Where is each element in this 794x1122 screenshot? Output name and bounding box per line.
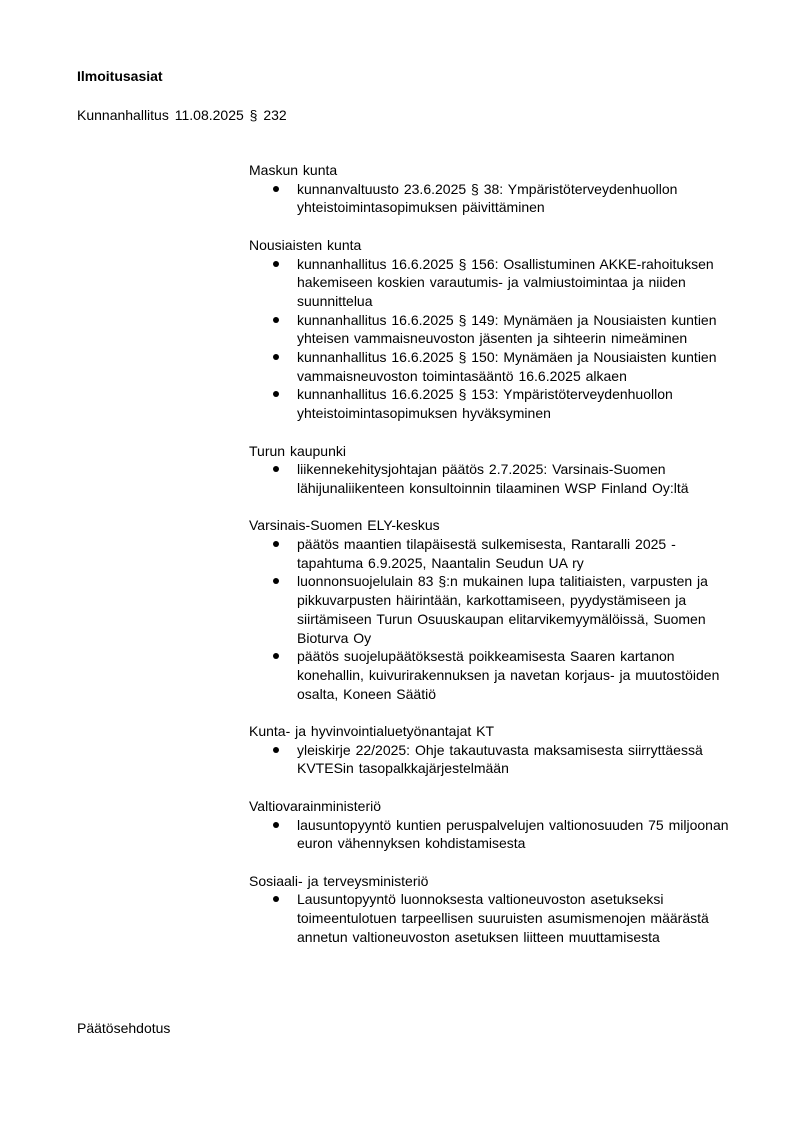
list-item xyxy=(249,647,739,703)
item-text: kunnanhallitus 16.6.2025 § 150: Mynämäen ja Nousiaisten kuntien vammaisneuvoston toimintasääntö 16.6.2025 alkaen xyxy=(297,349,717,384)
item-text: kunnanhallitus 16.6.2025 § 156: Osallistuminen AKKE-rahoituksen hakemiseen koskien varautumis- ja valmiustoimintaa ja niiden suunnittelua xyxy=(297,255,714,309)
bullet-icon xyxy=(273,578,279,584)
list-item xyxy=(249,385,739,422)
item-text: kunnanvaltuusto 23.6.2025 § 38: Ympäristöterveydenhuollon yhteistoimintasopimuksen päivittäminen xyxy=(297,180,678,216)
bullet-icon xyxy=(273,354,279,360)
notification-section xyxy=(249,516,739,703)
item-text: päätös suojelupäätöksestä poikkeamisesta Saaren kartanon konehallin, kuivurirakennuksen ja navetan korjaus- ja muutostöiden osalta, Koneen Säätiö xyxy=(297,648,720,702)
item-text: Lausuntopyyntö luonnoksesta valtioneuvoston asetukseksi toimeentulotuen tarpeellisen suuruisten asumismenojen määrästä annetun valtioneuvoston asetuksen liitteen muuttamisesta xyxy=(297,891,709,945)
item-list xyxy=(249,890,739,946)
decision-proposal-label: Päätösehdotus xyxy=(77,1020,171,1036)
notification-section xyxy=(249,872,739,947)
item-text: yleiskirje 22/2025: Ohje takautuvasta maksamisesta siirryttäessä KVTESin tasopalkkajärjestelmään xyxy=(297,741,703,777)
section-heading: Varsinais-Suomen ELY-keskus xyxy=(249,517,440,534)
section-heading: Sosiaali- ja terveysministeriö xyxy=(249,872,429,889)
bullet-icon xyxy=(273,466,279,472)
notification-section xyxy=(249,722,739,778)
list-item xyxy=(249,535,739,572)
notification-section xyxy=(249,161,739,217)
bullet-icon xyxy=(273,391,279,397)
notification-section xyxy=(249,442,739,498)
item-text: luonnonsuojelulain 83 §:n mukainen lupa talitiaisten, varpusten ja pikkuvarpusten häirintään, karkottamiseen, pyydystämiseen ja siirtämiseen Turun Osuuskaupan elitarvikemyymälöissä, Suomen Bioturva Oy xyxy=(297,573,708,646)
list-item xyxy=(249,890,739,946)
list-item xyxy=(249,180,739,217)
bullet-icon xyxy=(273,653,279,659)
item-list xyxy=(249,255,739,423)
section-heading: Maskun kunta xyxy=(249,162,338,178)
item-text: kunnanhallitus 16.6.2025 § 149: Mynämäen ja Nousiaisten kuntien yhteisen vammaisneuvoston jäsenten ja sihteerin nimeäminen xyxy=(297,311,717,347)
item-list xyxy=(249,741,739,778)
bullet-icon xyxy=(273,896,279,902)
item-text: kunnanhallitus 16.6.2025 § 153: Ympäristöterveydenhuollon yhteistoimintasopimuksen hyväksyminen xyxy=(297,386,673,422)
bullet-icon xyxy=(273,317,279,323)
list-item xyxy=(249,311,739,348)
notification-section xyxy=(249,236,739,423)
item-text: päätös maantien tilapäisestä sulkemisesta, Rantaralli 2025 -tapahtuma 6.9.2025, Naantalin Seudun UA ry xyxy=(297,536,676,571)
notification-list xyxy=(249,161,739,965)
item-text: liikennekehitysjohtajan päätös 2.7.2025: Varsinais-Suomen lähijunaliikenteen konsultoinnin tilaaminen WSP Finland Oy:ltä xyxy=(297,461,689,496)
section-heading: Nousiaisten kunta xyxy=(249,236,362,253)
list-item xyxy=(249,348,739,385)
bullet-icon xyxy=(273,261,279,267)
list-item xyxy=(249,460,739,497)
list-item xyxy=(249,572,739,647)
bullet-icon xyxy=(273,822,279,828)
bullet-icon xyxy=(273,541,279,547)
item-text: lausuntopyyntö kuntien peruspalvelujen valtionosuuden 75 miljoonan euron vähennyksen kohdistamisesta xyxy=(297,816,729,852)
document-title: Ilmoitusasiat xyxy=(77,68,163,84)
meeting-reference: Kunnanhallitus 11.08.2025 § 232 xyxy=(77,107,287,123)
bullet-icon xyxy=(273,747,279,753)
bullet-icon xyxy=(273,186,279,192)
list-item xyxy=(249,255,739,311)
item-list xyxy=(249,180,739,217)
item-list xyxy=(249,460,739,497)
section-heading: Turun kaupunki xyxy=(249,442,346,459)
item-list xyxy=(249,535,739,703)
item-list xyxy=(249,816,739,853)
notification-section xyxy=(249,797,739,853)
list-item xyxy=(249,741,739,778)
list-item xyxy=(249,816,739,853)
section-heading: Valtiovarainministeriö xyxy=(249,797,382,814)
section-heading: Kunta- ja hyvinvointialuetyönantajat KT xyxy=(249,723,495,740)
